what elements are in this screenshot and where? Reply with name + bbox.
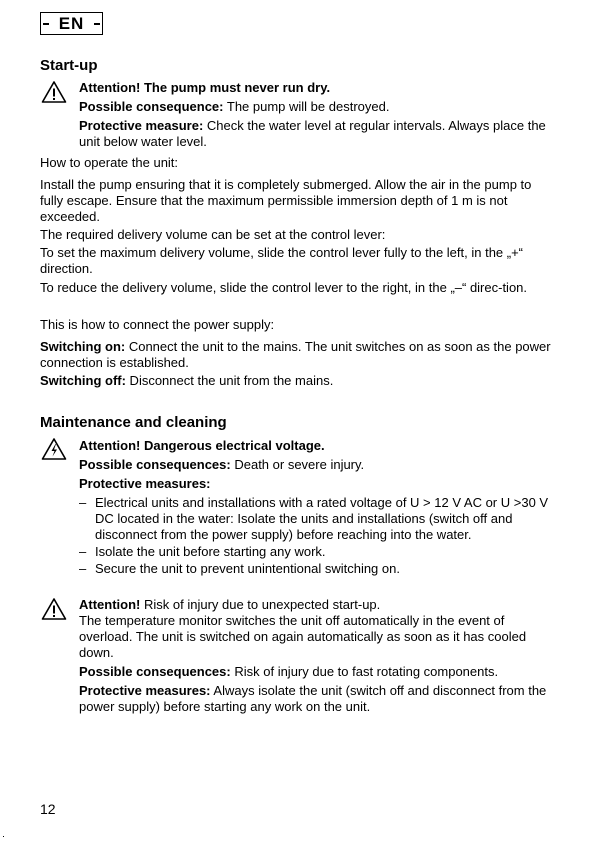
startup-risk-warning xyxy=(79,597,549,715)
switching-on: Switching on: Connect the unit to the mains. The unit switches on as soon as the power connection is established. xyxy=(40,339,551,370)
maintenance-heading: Maintenance and cleaning xyxy=(40,414,227,431)
electrical-warning xyxy=(79,438,549,578)
language-tab-label: EN xyxy=(58,14,85,33)
max-volume-instruction: To set the maximum delivery volume, slide the control lever fully to the left, in the „+“ direction. xyxy=(40,245,524,276)
list-item: – Electrical units and installations with a rated voltage of U > 12 V AC or U >30 V DC located in the water: Isolate the units and installations (switch off and disconnect from the power supply) before reaching into the water. xyxy=(79,495,549,543)
startup-warning-title: Attention! The pump must never run dry. xyxy=(79,80,331,95)
electrical-warning-title: Attention! Dangerous electrical voltage. xyxy=(79,438,325,453)
electrical-measures-list xyxy=(79,495,549,577)
warning-triangle-icon xyxy=(41,80,67,104)
reduce-volume-instruction: To reduce the delivery volume, slide the control lever to the right, in the „–“ direc-tion. xyxy=(40,280,528,295)
page-number: 12 xyxy=(40,801,56,817)
corner-mark xyxy=(3,836,4,837)
language-tab xyxy=(40,12,103,35)
how-to-operate: How to operate the unit: xyxy=(40,155,179,170)
startup-consequence: Possible consequence: The pump will be destroyed. xyxy=(79,99,390,114)
electrical-warning-triangle-icon xyxy=(41,437,67,461)
install-instructions: Install the pump ensuring that it is completely submerged. Allow the air in the pump to fully escape. Ensure that the maximum permissible immersion depth of 1 m is not exceeded. xyxy=(40,177,532,224)
power-intro: This is how to connect the power supply: xyxy=(40,317,275,332)
risk-attention: Attention! Risk of injury due to unexpected start-up. xyxy=(79,597,381,612)
risk-consequences: Possible consequences: Risk of injury due to fast rotating components. xyxy=(79,664,499,679)
list-item: – Isolate the unit before starting any work. xyxy=(79,544,549,560)
risk-measures: Protective measures: Always isolate the unit (switch off and disconnect from the power supply) before starting any work on the unit. xyxy=(79,683,547,714)
startup-measure: Protective measure: Check the water level at regular intervals. Always place the unit below water level. xyxy=(79,118,546,149)
delivery-volume-intro: The required delivery volume can be set at the control lever: xyxy=(40,227,386,242)
warning-triangle-icon xyxy=(41,597,67,621)
temperature-monitor-text: The temperature monitor switches the unit off automatically in the event of overload. The unit is switched on again automatically as soon as it has cooled down. xyxy=(79,613,527,660)
startup-warning xyxy=(79,80,549,150)
switching-off: Switching off: Disconnect the unit from the mains. xyxy=(40,373,334,388)
electrical-consequences: Possible consequences: Death or severe injury. xyxy=(79,457,365,472)
startup-heading: Start-up xyxy=(40,57,98,74)
list-item: – Secure the unit to prevent unintentional switching on. xyxy=(79,561,549,577)
electrical-measures-label: Protective measures: xyxy=(79,476,211,491)
